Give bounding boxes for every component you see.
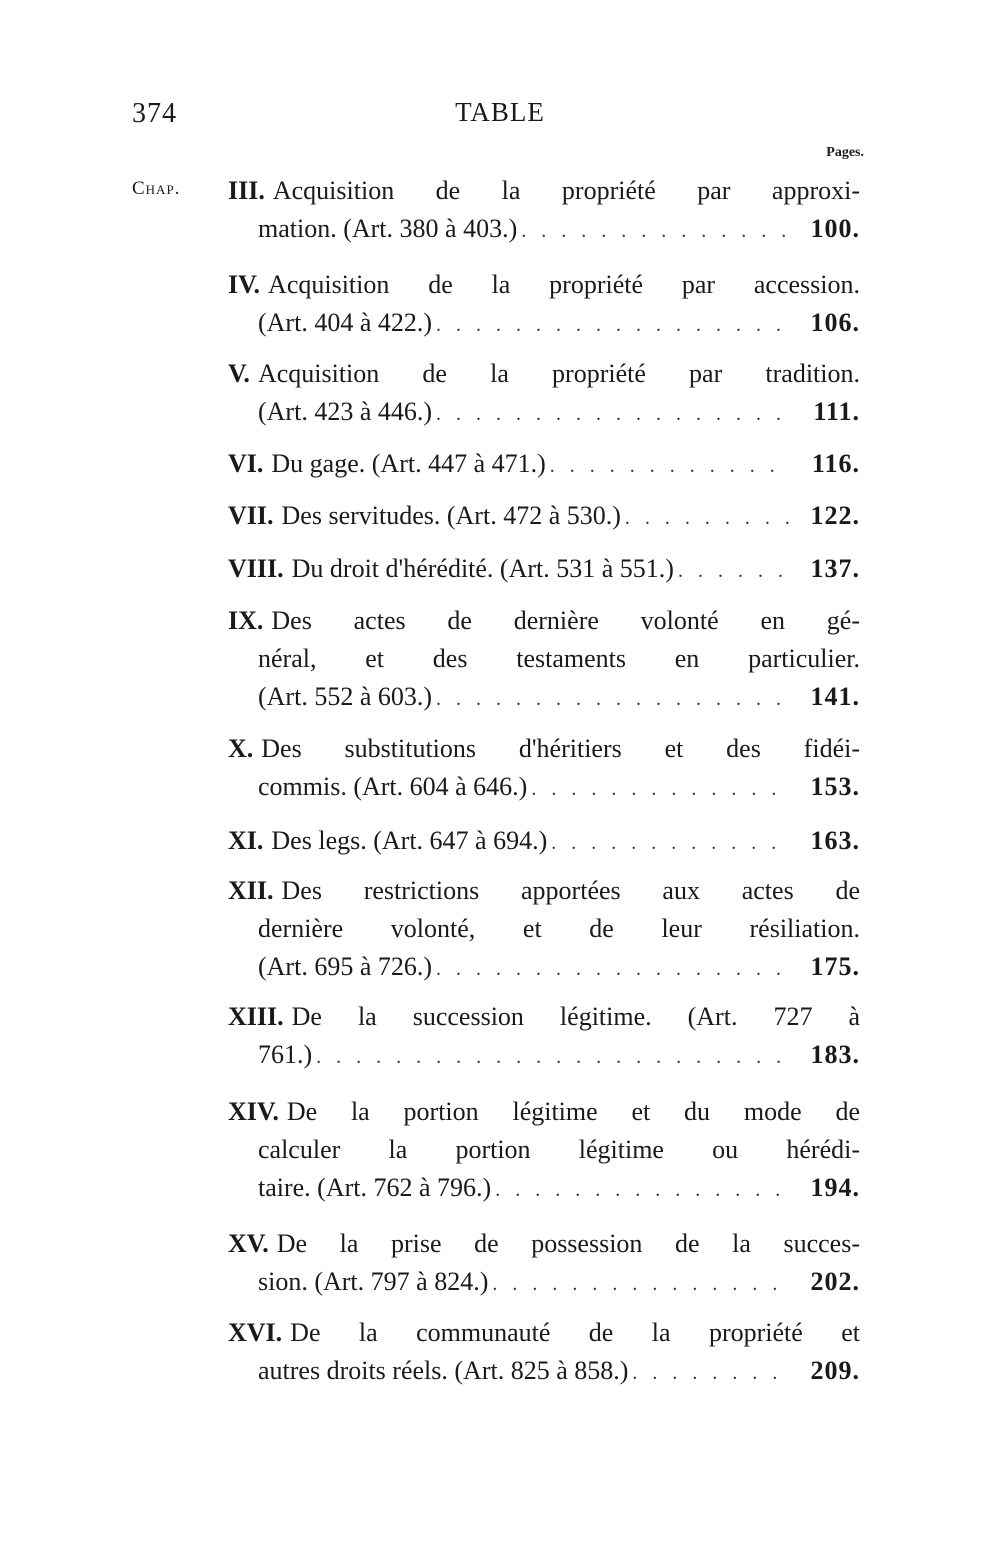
page-reference: 183. <box>810 1040 860 1069</box>
toc-entry <box>228 822 860 860</box>
entry-final-line <box>228 550 860 588</box>
dot-leader <box>492 1265 790 1303</box>
entry-text-line: Acquisition de la propriété par accession. <box>268 270 860 299</box>
dot-leader <box>625 499 790 537</box>
toc-entry <box>228 266 860 342</box>
chapter-numeral: VII. <box>228 501 274 530</box>
dot-leader <box>550 447 790 485</box>
entry-text-line: Des restrictions apportées aux actes de <box>281 876 860 905</box>
entry-text-line: Du droit d'hérédité. (Art. 531 à 551.) <box>291 554 674 583</box>
entry-final-line <box>228 304 860 342</box>
toc-entry <box>228 1225 860 1301</box>
entry-final-line <box>228 393 860 431</box>
chapter-numeral: XIII. <box>228 1002 284 1031</box>
toc-entry <box>228 550 860 588</box>
running-title: TABLE <box>455 97 545 127</box>
entry-text-line: dernière volonté, et de leur résiliation. <box>258 914 860 943</box>
entry-text-line: néral, et des testaments en particulier. <box>258 644 860 673</box>
entry-text-line: Acquisition de la propriété par approxi- <box>272 176 860 205</box>
dot-leader <box>316 1038 790 1076</box>
entry-text-line: Des actes de dernière volonté en gé- <box>271 606 860 635</box>
entry-final-line <box>228 1036 860 1074</box>
entry-final-line <box>228 210 860 248</box>
toc-entry <box>228 1093 860 1207</box>
page-reference: 163. <box>810 826 860 855</box>
entry-text-line: commis. (Art. 604 à 646.) <box>258 772 528 801</box>
dot-leader <box>436 395 790 433</box>
entry-text-line: autres droits réels. (Art. 825 à 858.) <box>258 1356 629 1385</box>
toc-entry <box>228 998 860 1074</box>
chapter-numeral: VI. <box>228 449 264 478</box>
toc-entry <box>228 355 860 431</box>
entry-text-line: Acquisition de la propriété par tradition. <box>257 359 860 388</box>
dot-leader <box>531 770 790 808</box>
entry-text-line: mation. (Art. 380 à 403.) <box>258 214 518 243</box>
page-reference: 141. <box>810 682 860 711</box>
page-reference: 194. <box>810 1173 860 1202</box>
page-reference: 111. <box>813 397 860 426</box>
entry-final-line <box>228 768 860 806</box>
chapter-numeral: IX. <box>228 606 264 635</box>
entry-final-line <box>228 1352 860 1390</box>
entry-text-line: De la communauté de la propriété et <box>290 1318 860 1347</box>
dot-leader <box>436 680 790 718</box>
page-reference: 175. <box>810 952 860 981</box>
entry-text-line: De la portion légitime et du mode de <box>286 1097 860 1126</box>
entry-final-line <box>228 822 860 860</box>
chapter-numeral: XVI. <box>228 1318 283 1347</box>
chapter-numeral: IV. <box>228 270 261 299</box>
page-reference: 209. <box>810 1356 860 1385</box>
entry-text-line: (Art. 552 à 603.) <box>258 682 433 711</box>
entry-text-line: taire. (Art. 762 à 796.) <box>258 1173 492 1202</box>
entry-final-line <box>228 497 860 535</box>
entry-text-line: Des legs. (Art. 647 à 694.) <box>271 826 548 855</box>
page-reference: 153. <box>810 772 860 801</box>
dot-leader <box>632 1354 790 1392</box>
chapter-numeral: III. <box>228 176 265 205</box>
entry-text-line: Du gage. (Art. 447 à 471.) <box>271 449 546 478</box>
entry-text-line: Des substitutions d'héritiers et des fidéi- <box>261 734 860 763</box>
chapter-numeral: XII. <box>228 876 274 905</box>
dot-leader <box>521 212 790 250</box>
entry-text-line: sion. (Art. 797 à 824.) <box>258 1267 489 1296</box>
toc-entry <box>228 730 860 806</box>
dot-leader <box>436 950 790 988</box>
chapter-label: Chap. <box>132 178 181 199</box>
entry-final-line <box>228 1263 860 1301</box>
entry-text-line: (Art. 404 à 422.) <box>258 308 433 337</box>
dot-leader <box>551 824 790 862</box>
chapter-numeral: VIII. <box>228 554 284 583</box>
dot-leader <box>678 552 790 590</box>
page-reference: 106. <box>810 308 860 337</box>
toc-entry <box>228 172 860 248</box>
toc-entry <box>228 872 860 986</box>
chapter-numeral: XI. <box>228 826 264 855</box>
toc-entry <box>228 497 860 535</box>
entry-final-line <box>228 678 860 716</box>
page-reference: 100. <box>810 214 860 243</box>
page-reference: 116. <box>811 449 860 478</box>
entry-text-line: (Art. 423 à 446.) <box>258 397 433 426</box>
chapter-numeral: XIV. <box>228 1097 279 1126</box>
toc-entry <box>228 602 860 716</box>
entry-text-line: De la succession légitime. (Art. 727 à <box>291 1002 860 1031</box>
page-reference: 137. <box>810 554 860 583</box>
page-reference: 202. <box>810 1267 860 1296</box>
page-reference: 122. <box>810 501 860 530</box>
dot-leader <box>495 1171 790 1209</box>
dot-leader <box>436 306 790 344</box>
entry-text-line: calculer la portion légitime ou hérédi- <box>258 1135 860 1164</box>
chapter-numeral: XV. <box>228 1229 269 1258</box>
entry-final-line <box>228 1169 860 1207</box>
chapter-numeral: X. <box>228 734 254 763</box>
page-number: 374 <box>132 98 177 129</box>
chapter-numeral: V. <box>228 359 250 388</box>
entry-text-line: Des servitudes. (Art. 472 à 530.) <box>281 501 621 530</box>
entry-final-line <box>228 445 860 483</box>
entry-final-line <box>228 948 860 986</box>
pages-column-label: Pages. <box>826 145 864 160</box>
toc-entry <box>228 1314 860 1390</box>
toc-entry <box>228 445 860 483</box>
entry-text-line: 761.) <box>258 1040 313 1069</box>
entry-text-line: De la prise de possession de la succes- <box>276 1229 860 1258</box>
entry-text-line: (Art. 695 à 726.) <box>258 952 433 981</box>
